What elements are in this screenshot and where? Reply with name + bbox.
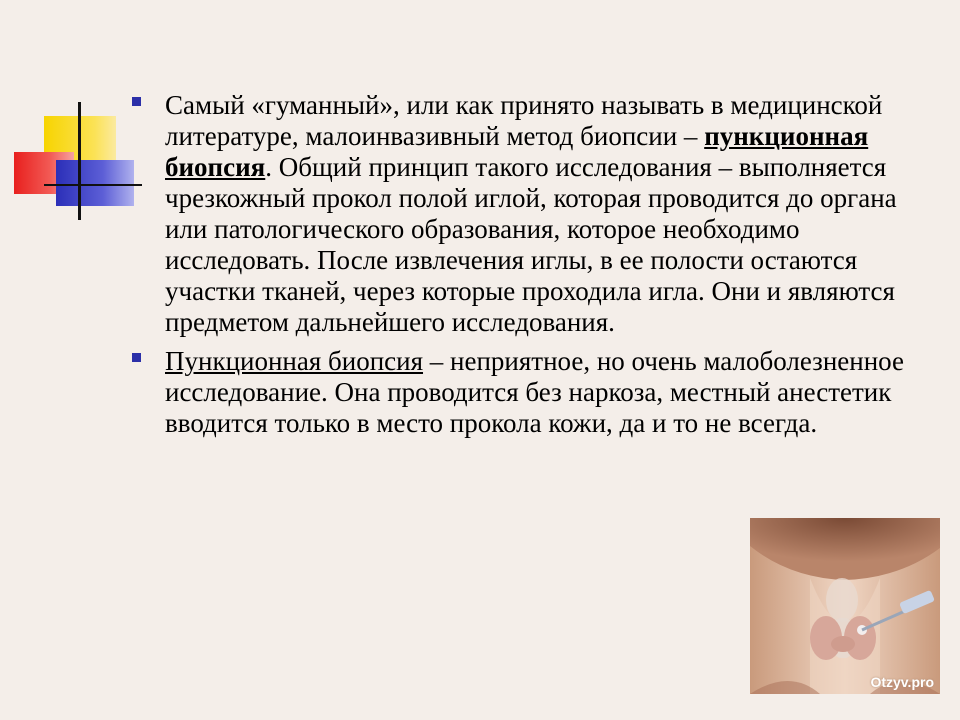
- bullet-emphasis: пункционная биопсия: [165, 121, 869, 182]
- bullet-text: Самый «гуманный», или как принято называть в медицинской литературе, малоинвазивный метод биопсии –: [165, 90, 883, 151]
- larynx-shape: [826, 578, 858, 622]
- neck-illustration-graphic: [750, 518, 940, 694]
- square-bullet-icon: [132, 97, 141, 106]
- neck-biopsy-illustration: [750, 518, 940, 694]
- square-bullet-icon: [132, 353, 141, 362]
- bullet-text: – неприятное, но очень малоболезненное исследование. Она проводится без наркоза, местный анестетик вводится только в место прокола кожи, да и то не всегда.: [165, 346, 904, 438]
- bullet-emphasis: Пункционная биопсия: [165, 346, 424, 376]
- slide-body: [130, 90, 930, 447]
- decorative-vertical-line: [78, 102, 81, 220]
- bullet-item: [130, 90, 930, 338]
- bullet-text: . Общий принцип такого исследования – выполняется чрезкожный прокол полой иглой, которая проводится до органа или патологического образования, которое необходимо исследовать. После извлечения иглы, в ее полости остаются участки тканей, через которые проходила игла. Они и являются предметом дальнейшего исследования.: [165, 152, 897, 337]
- bullet-item: [130, 346, 930, 439]
- watermark-text: Otzyv.pro: [870, 674, 934, 690]
- decorative-horizontal-line: [44, 184, 142, 186]
- decorative-blue-square: [56, 160, 134, 206]
